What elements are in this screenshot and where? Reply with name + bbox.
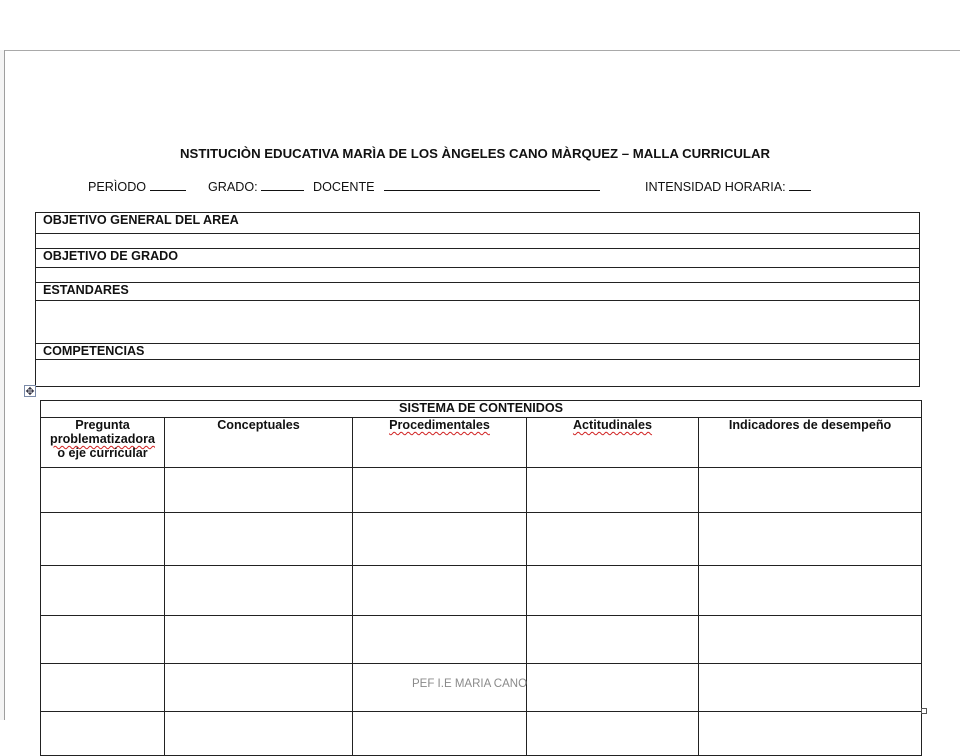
periodo-blank[interactable] <box>150 178 186 191</box>
page-left-edge <box>0 50 5 720</box>
objetivo-grado-label: OBJETIVO DE GRADO <box>36 249 920 268</box>
table-cell[interactable] <box>165 566 353 616</box>
intensidad-field <box>645 178 811 194</box>
table-cell[interactable] <box>699 513 922 566</box>
competencias-label: COMPETENCIAS <box>36 344 920 360</box>
table-cell[interactable] <box>41 566 165 616</box>
intensidad-blank[interactable] <box>789 178 811 191</box>
header-indicadores: Indicadores de desempeño <box>699 418 922 468</box>
docente-field <box>313 178 600 194</box>
grado-label: GRADO: <box>208 180 258 194</box>
grado-blank[interactable] <box>261 178 304 191</box>
header-pregunta <box>41 418 165 468</box>
table-cell[interactable] <box>41 468 165 513</box>
table-cell[interactable] <box>527 513 699 566</box>
estandares-cell[interactable] <box>36 301 920 344</box>
table-cell[interactable] <box>353 616 527 664</box>
header-pregunta-line1: Pregunta <box>75 418 130 432</box>
header-pregunta-line3: o eje curricular <box>57 446 148 460</box>
objectives-table <box>35 212 920 387</box>
table-cell[interactable] <box>353 566 527 616</box>
slide-top-area <box>0 0 960 51</box>
table-cell[interactable] <box>699 566 922 616</box>
table-row <box>41 712 922 756</box>
table-cell[interactable] <box>527 468 699 513</box>
table-cell[interactable] <box>699 468 922 513</box>
table-cell[interactable] <box>165 468 353 513</box>
docente-label: DOCENTE <box>313 180 375 194</box>
objetivo-grado-cell[interactable] <box>36 268 920 283</box>
periodo-label: PERÌODO <box>88 180 147 194</box>
resize-icon[interactable] <box>921 708 927 714</box>
header-procedimentales-label: Procedimentales <box>389 418 490 432</box>
header-actitudinales <box>527 418 699 468</box>
table-cell[interactable] <box>41 664 165 712</box>
document-title: NSTITUCIÒN EDUCATIVA MARÌA DE LOS ÀNGELES CANO MÀRQUEZ – MALLA CURRICULAR <box>180 146 771 161</box>
table-cell[interactable] <box>41 616 165 664</box>
table-cell[interactable] <box>165 616 353 664</box>
slide-footer: PEF I.E MARIA CANO <box>412 678 528 690</box>
table-cell[interactable] <box>527 566 699 616</box>
header-actitudinales-label: Actitudinales <box>572 418 653 432</box>
table-cell[interactable] <box>353 712 527 756</box>
table-cell[interactable] <box>41 712 165 756</box>
table-cell[interactable] <box>165 513 353 566</box>
header-pregunta-line2: problematizadora <box>50 432 155 446</box>
header-procedimentales <box>353 418 527 468</box>
table-cell[interactable] <box>527 616 699 664</box>
grado-field <box>208 178 304 194</box>
table-cell[interactable] <box>699 712 922 756</box>
table-cell[interactable] <box>699 664 922 712</box>
header-conceptuales: Conceptuales <box>165 418 353 468</box>
estandares-label: ESTANDARES <box>36 283 920 301</box>
table-cell[interactable] <box>41 513 165 566</box>
table-cell[interactable] <box>353 468 527 513</box>
move-icon[interactable]: ✥ <box>25 386 35 398</box>
intensidad-label: INTENSIDAD HORARIA: <box>645 180 786 194</box>
contenidos-table <box>40 400 922 756</box>
table-cell[interactable] <box>527 712 699 756</box>
table-row <box>41 616 922 664</box>
table-cell[interactable] <box>353 513 527 566</box>
table-cell[interactable] <box>165 712 353 756</box>
table-cell[interactable] <box>527 664 699 712</box>
contenidos-title: SISTEMA DE CONTENIDOS <box>41 401 922 418</box>
objetivo-general-cell[interactable] <box>36 234 920 249</box>
table-row <box>41 468 922 513</box>
table-row <box>41 566 922 616</box>
objetivo-general-label: OBJETIVO GENERAL DEL AREA <box>36 213 920 234</box>
table-row <box>41 513 922 566</box>
table-cell[interactable] <box>699 616 922 664</box>
periodo-field <box>88 178 186 194</box>
competencias-cell[interactable] <box>36 360 920 387</box>
docente-blank[interactable] <box>384 178 600 191</box>
table-cell[interactable] <box>165 664 353 712</box>
